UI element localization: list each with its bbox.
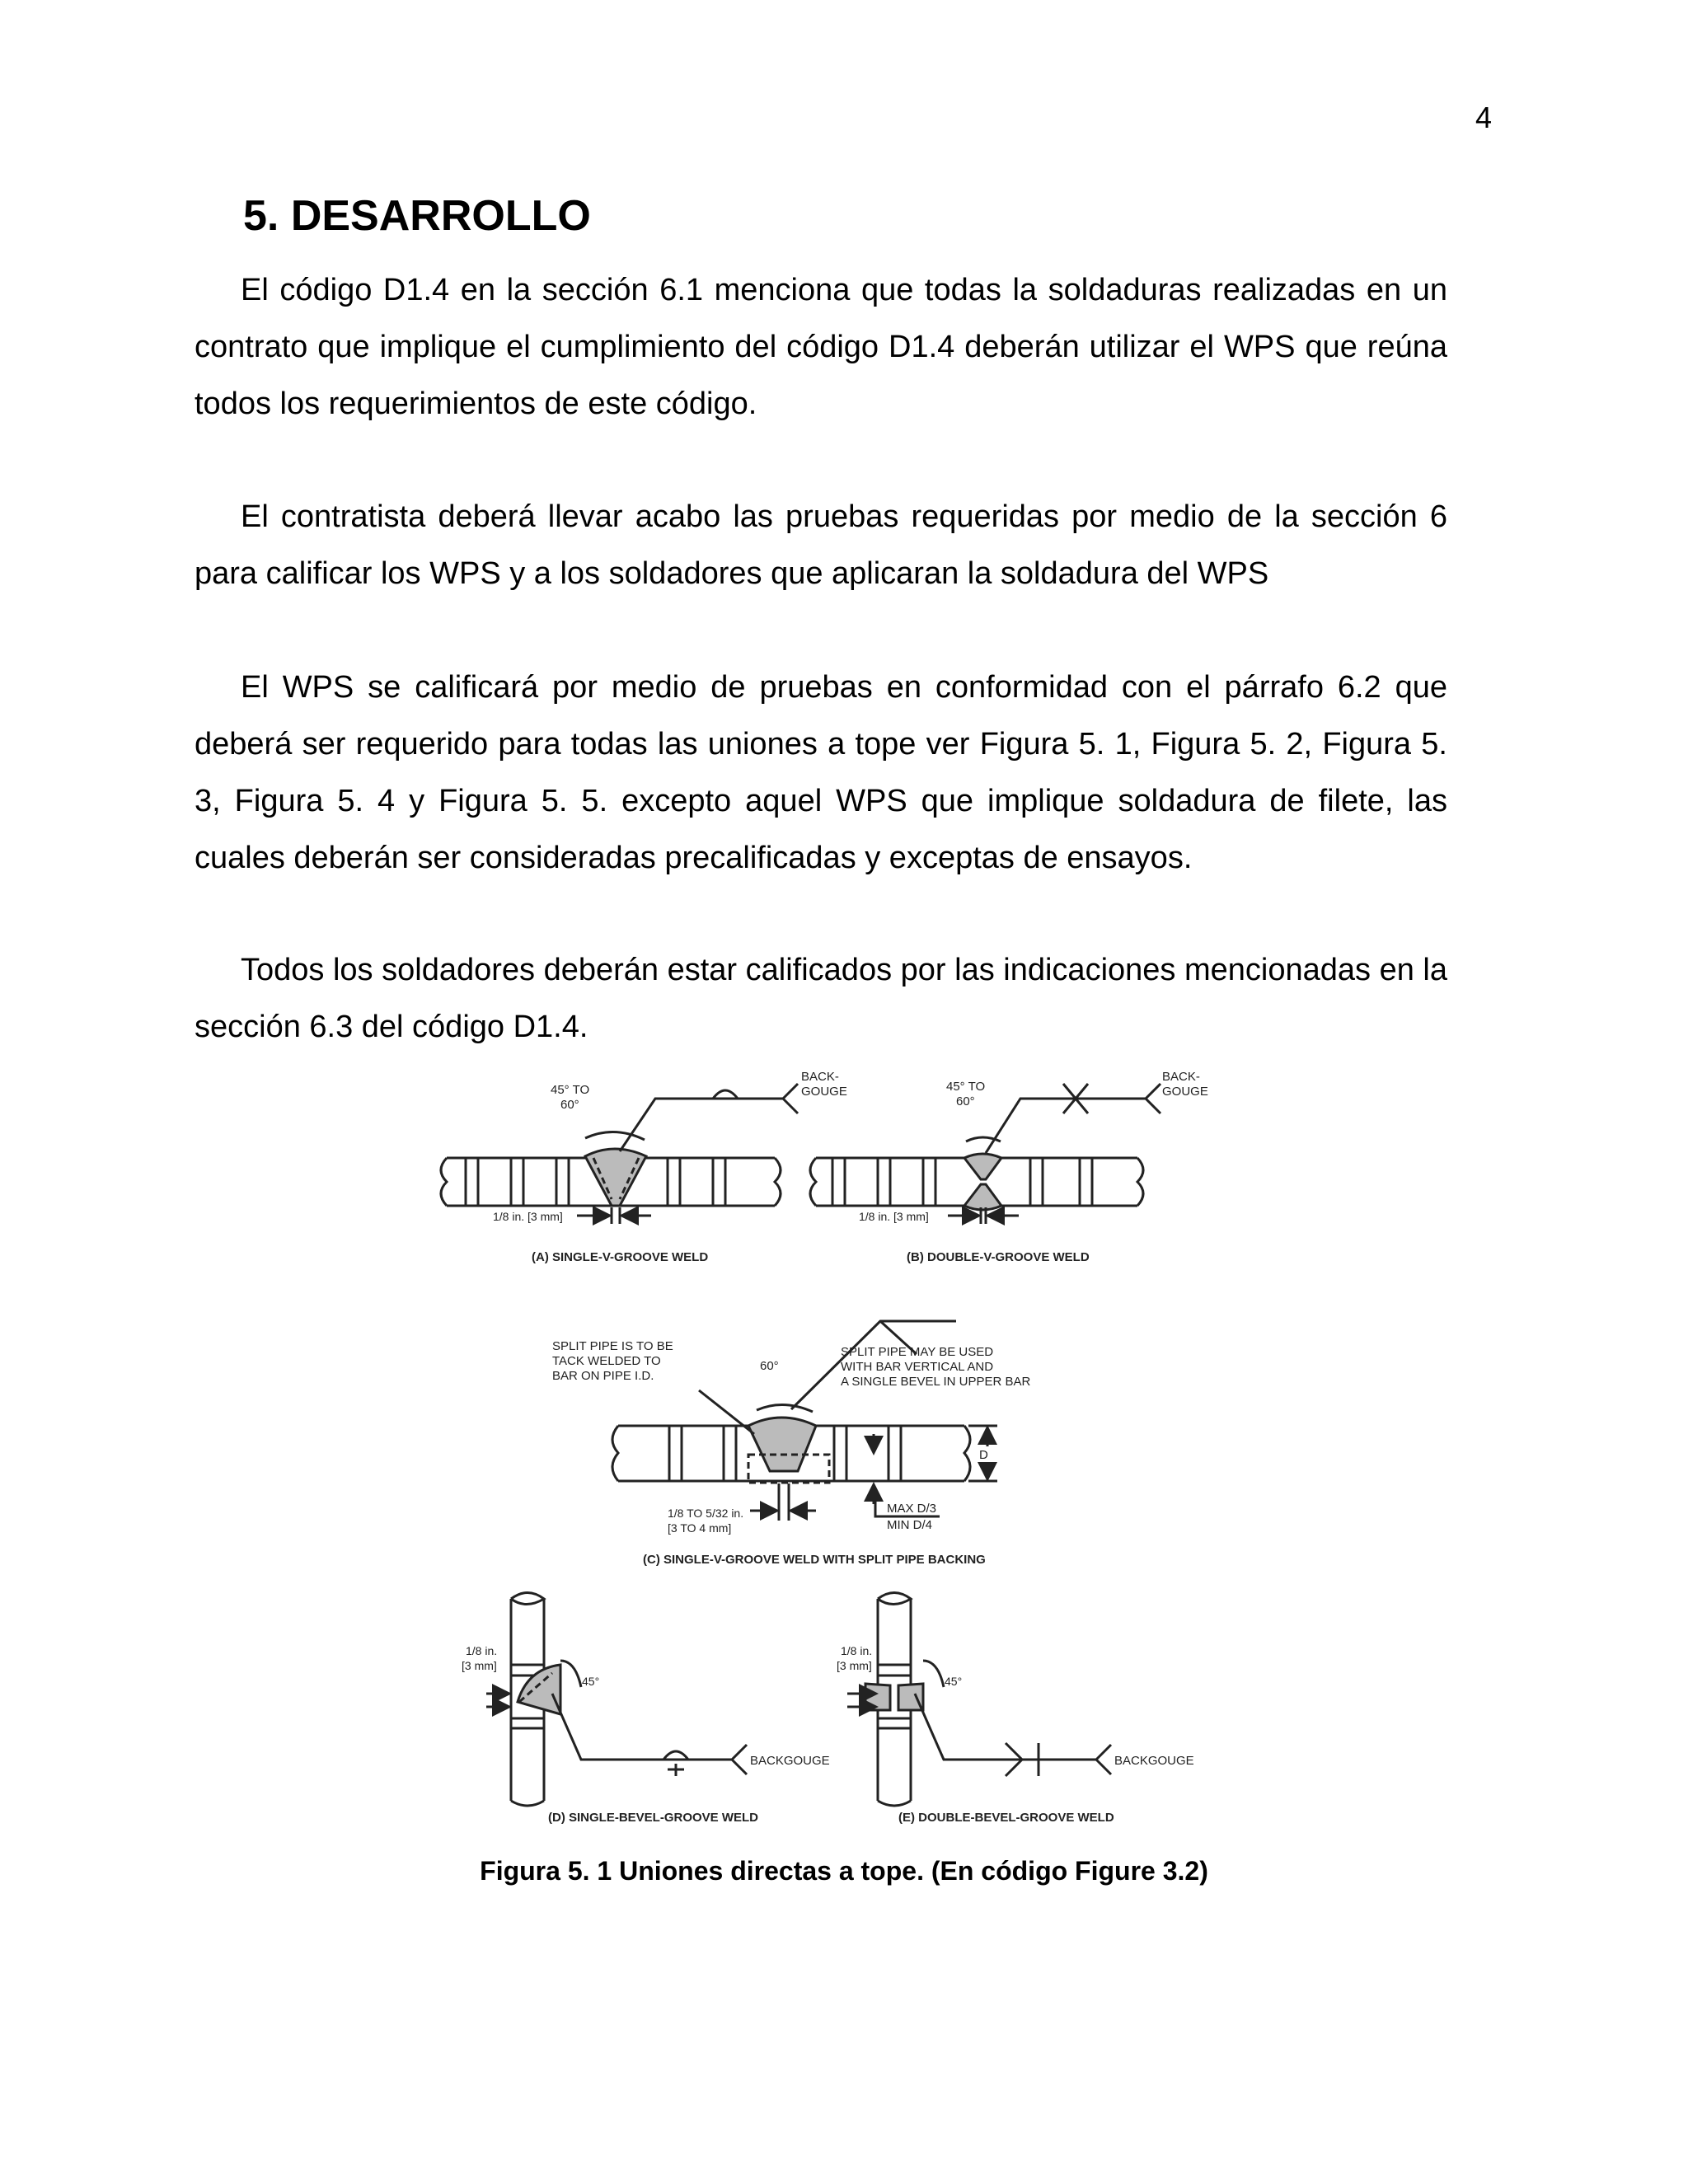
b-title: (B) DOUBLE-V-GROOVE WELD xyxy=(907,1250,1090,1264)
c-max-label: MAX D/3 xyxy=(887,1502,937,1516)
c-note-right-2: WITH BAR VERTICAL AND xyxy=(841,1360,994,1374)
b-gap-label: 1/8 in. [3 mm] xyxy=(859,1210,929,1223)
b-backgouge-label-2: GOUGE xyxy=(1162,1085,1208,1099)
diagram-d-single-bevel-groove xyxy=(486,1593,747,1807)
a-backgouge-label: BACK- xyxy=(801,1070,839,1084)
paragraph-3: El WPS se calificará por medio de pruebas en conformidad con el párrafo 6.2 que deberá ser requerido para todas las uniones a tope ver Figura 5. 1, Figura 5. 2, Figura 5. 3, Figura 5. 4 y Figura 5. 5. excepto aquel WPS que implique soldadura de filete, las cuales deberán ser consideradas precalificadas y exceptas de ensayos. xyxy=(195,670,1447,875)
c-note-left-1: SPLIT PIPE IS TO BE xyxy=(552,1339,673,1353)
c-angle-label: 60° xyxy=(760,1359,779,1373)
a-gap-label: 1/8 in. [3 mm] xyxy=(493,1210,563,1223)
c-note-right-3: A SINGLE BEVEL IN UPPER BAR xyxy=(841,1375,1031,1389)
b-backgouge-label: BACK- xyxy=(1162,1070,1200,1084)
c-note-left-2: TACK WELDED TO xyxy=(552,1354,661,1368)
paragraph-4: Todos los soldadores deberán estar calificados por las indicaciones mencionadas en la sección 6.3 del código D1.4. xyxy=(195,953,1447,1044)
paragraph-1: El código D1.4 en la sección 6.1 menciona que todas la soldaduras realizadas en un contrato que implique el cumplimiento del código D1.4 deberán utilizar el WPS que reúna todos los requerimientos de este código. xyxy=(195,273,1447,421)
e-title: (E) DOUBLE-BEVEL-GROOVE WELD xyxy=(898,1811,1114,1825)
e-angle-label: 45° xyxy=(945,1675,963,1688)
a-title: (A) SINGLE-V-GROOVE WELD xyxy=(532,1250,709,1264)
c-note-right-1: SPLIT PIPE MAY BE USED xyxy=(841,1345,994,1359)
d-title: (D) SINGLE-BEVEL-GROOVE WELD xyxy=(548,1811,758,1825)
c-gap-label-2: [3 TO 4 mm] xyxy=(668,1521,732,1535)
diagram-b-double-v-groove xyxy=(810,1084,1160,1224)
diagram-e-double-bevel-groove xyxy=(847,1593,1111,1807)
page-number: 4 xyxy=(1475,101,1492,134)
e-gap-label-2: [3 mm] xyxy=(837,1659,872,1672)
figure-caption: Figura 5. 1 Uniones directas a tope. (En código Figure 3.2) xyxy=(480,1856,1208,1886)
e-backgouge-label: BACKGOUGE xyxy=(1114,1754,1194,1768)
c-gap-label-1: 1/8 TO 5/32 in. xyxy=(668,1507,744,1520)
d-angle-label: 45° xyxy=(582,1675,600,1688)
c-dim-d: D xyxy=(979,1448,988,1462)
c-min-label: MIN D/4 xyxy=(887,1518,933,1532)
weld-joints-figure xyxy=(429,1059,1220,1834)
d-gap-label-2: [3 mm] xyxy=(462,1659,497,1672)
section-heading: 5. DESARROLLO xyxy=(243,192,591,240)
diagram-a-single-v-groove xyxy=(441,1084,798,1224)
c-title: (C) SINGLE-V-GROOVE WELD WITH SPLIT PIPE BACKING xyxy=(643,1553,986,1567)
a-angle-label-2: 60° xyxy=(560,1098,579,1112)
d-gap-label-1: 1/8 in. xyxy=(466,1644,498,1657)
d-backgouge-label: BACKGOUGE xyxy=(750,1754,830,1768)
paragraph-2: El contratista deberá llevar acabo las pruebas requeridas por medio de la sección 6 para calificar los WPS y a los soldadores que aplicaran la soldadura del WPS xyxy=(195,499,1447,591)
e-gap-label-1: 1/8 in. xyxy=(841,1644,873,1657)
b-angle-label: 45° TO xyxy=(946,1080,986,1094)
b-angle-label-2: 60° xyxy=(956,1094,975,1108)
a-backgouge-label-2: GOUGE xyxy=(801,1085,847,1099)
a-angle-label: 45° TO xyxy=(551,1083,590,1097)
c-note-left-3: BAR ON PIPE I.D. xyxy=(552,1369,654,1383)
